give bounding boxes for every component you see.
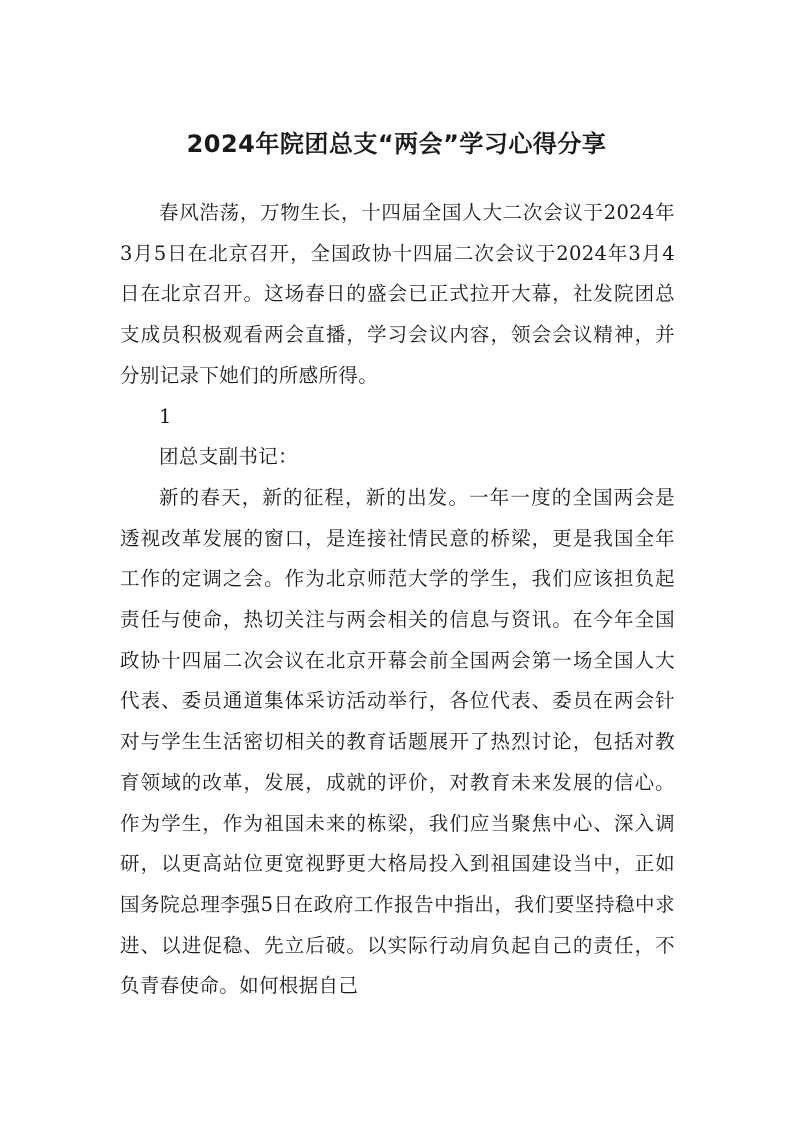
document-title: 2024年院团总支“两会”学习心得分享 — [186, 130, 607, 158]
intro-paragraph: 春风浩荡，万物生长，十四届全国人大二次会议于2024年3月5日在北京召开，全国政协十四届二次会议于2024年3月4日在北京召开。这场春日的盛会已正式拉开大幕，社发院团总支成员积极观看两会直播，学习会议内容，领会会议精神，并分别记录下她们的所感所得。 — [120, 201, 675, 387]
body-paragraph: 新的春天，新的征程，新的出发。一年一度的全国两会是透视改革发展的窗口，是连接社情民意的桥梁，更是我国全年工作的定调之会。作为北京师范大学的学生，我们应该担负起责任与使命，热切关注与两会相关的信息与资讯。在今年全国政协十四届二次会议在北京开幕会前全国两会第一场全国人大代表、委员通道集体采访活动举行，各位代表、委员在两会针对与学生生活密切相关的教育话题展开了热烈讨论，包括对教育领域的改革，发展，成就的评价，对教育未来发展的信心。作为学生，作为祖国未来的栋梁，我们应当聚焦中心、深入调研，以更高站位更宽视野更大格局投入到祖国建设当中，正如国务院总理李强5日在政府工作报告中指出，我们要坚持稳中求进、以进促稳、先立后破。以实际行动肩负起自己的责任，不负青春使命。如何根据自己 — [120, 485, 675, 998]
section-number: 1 — [159, 404, 172, 428]
speaker-heading: 团总支副书记： — [159, 445, 298, 469]
document-body — [120, 193, 675, 1007]
